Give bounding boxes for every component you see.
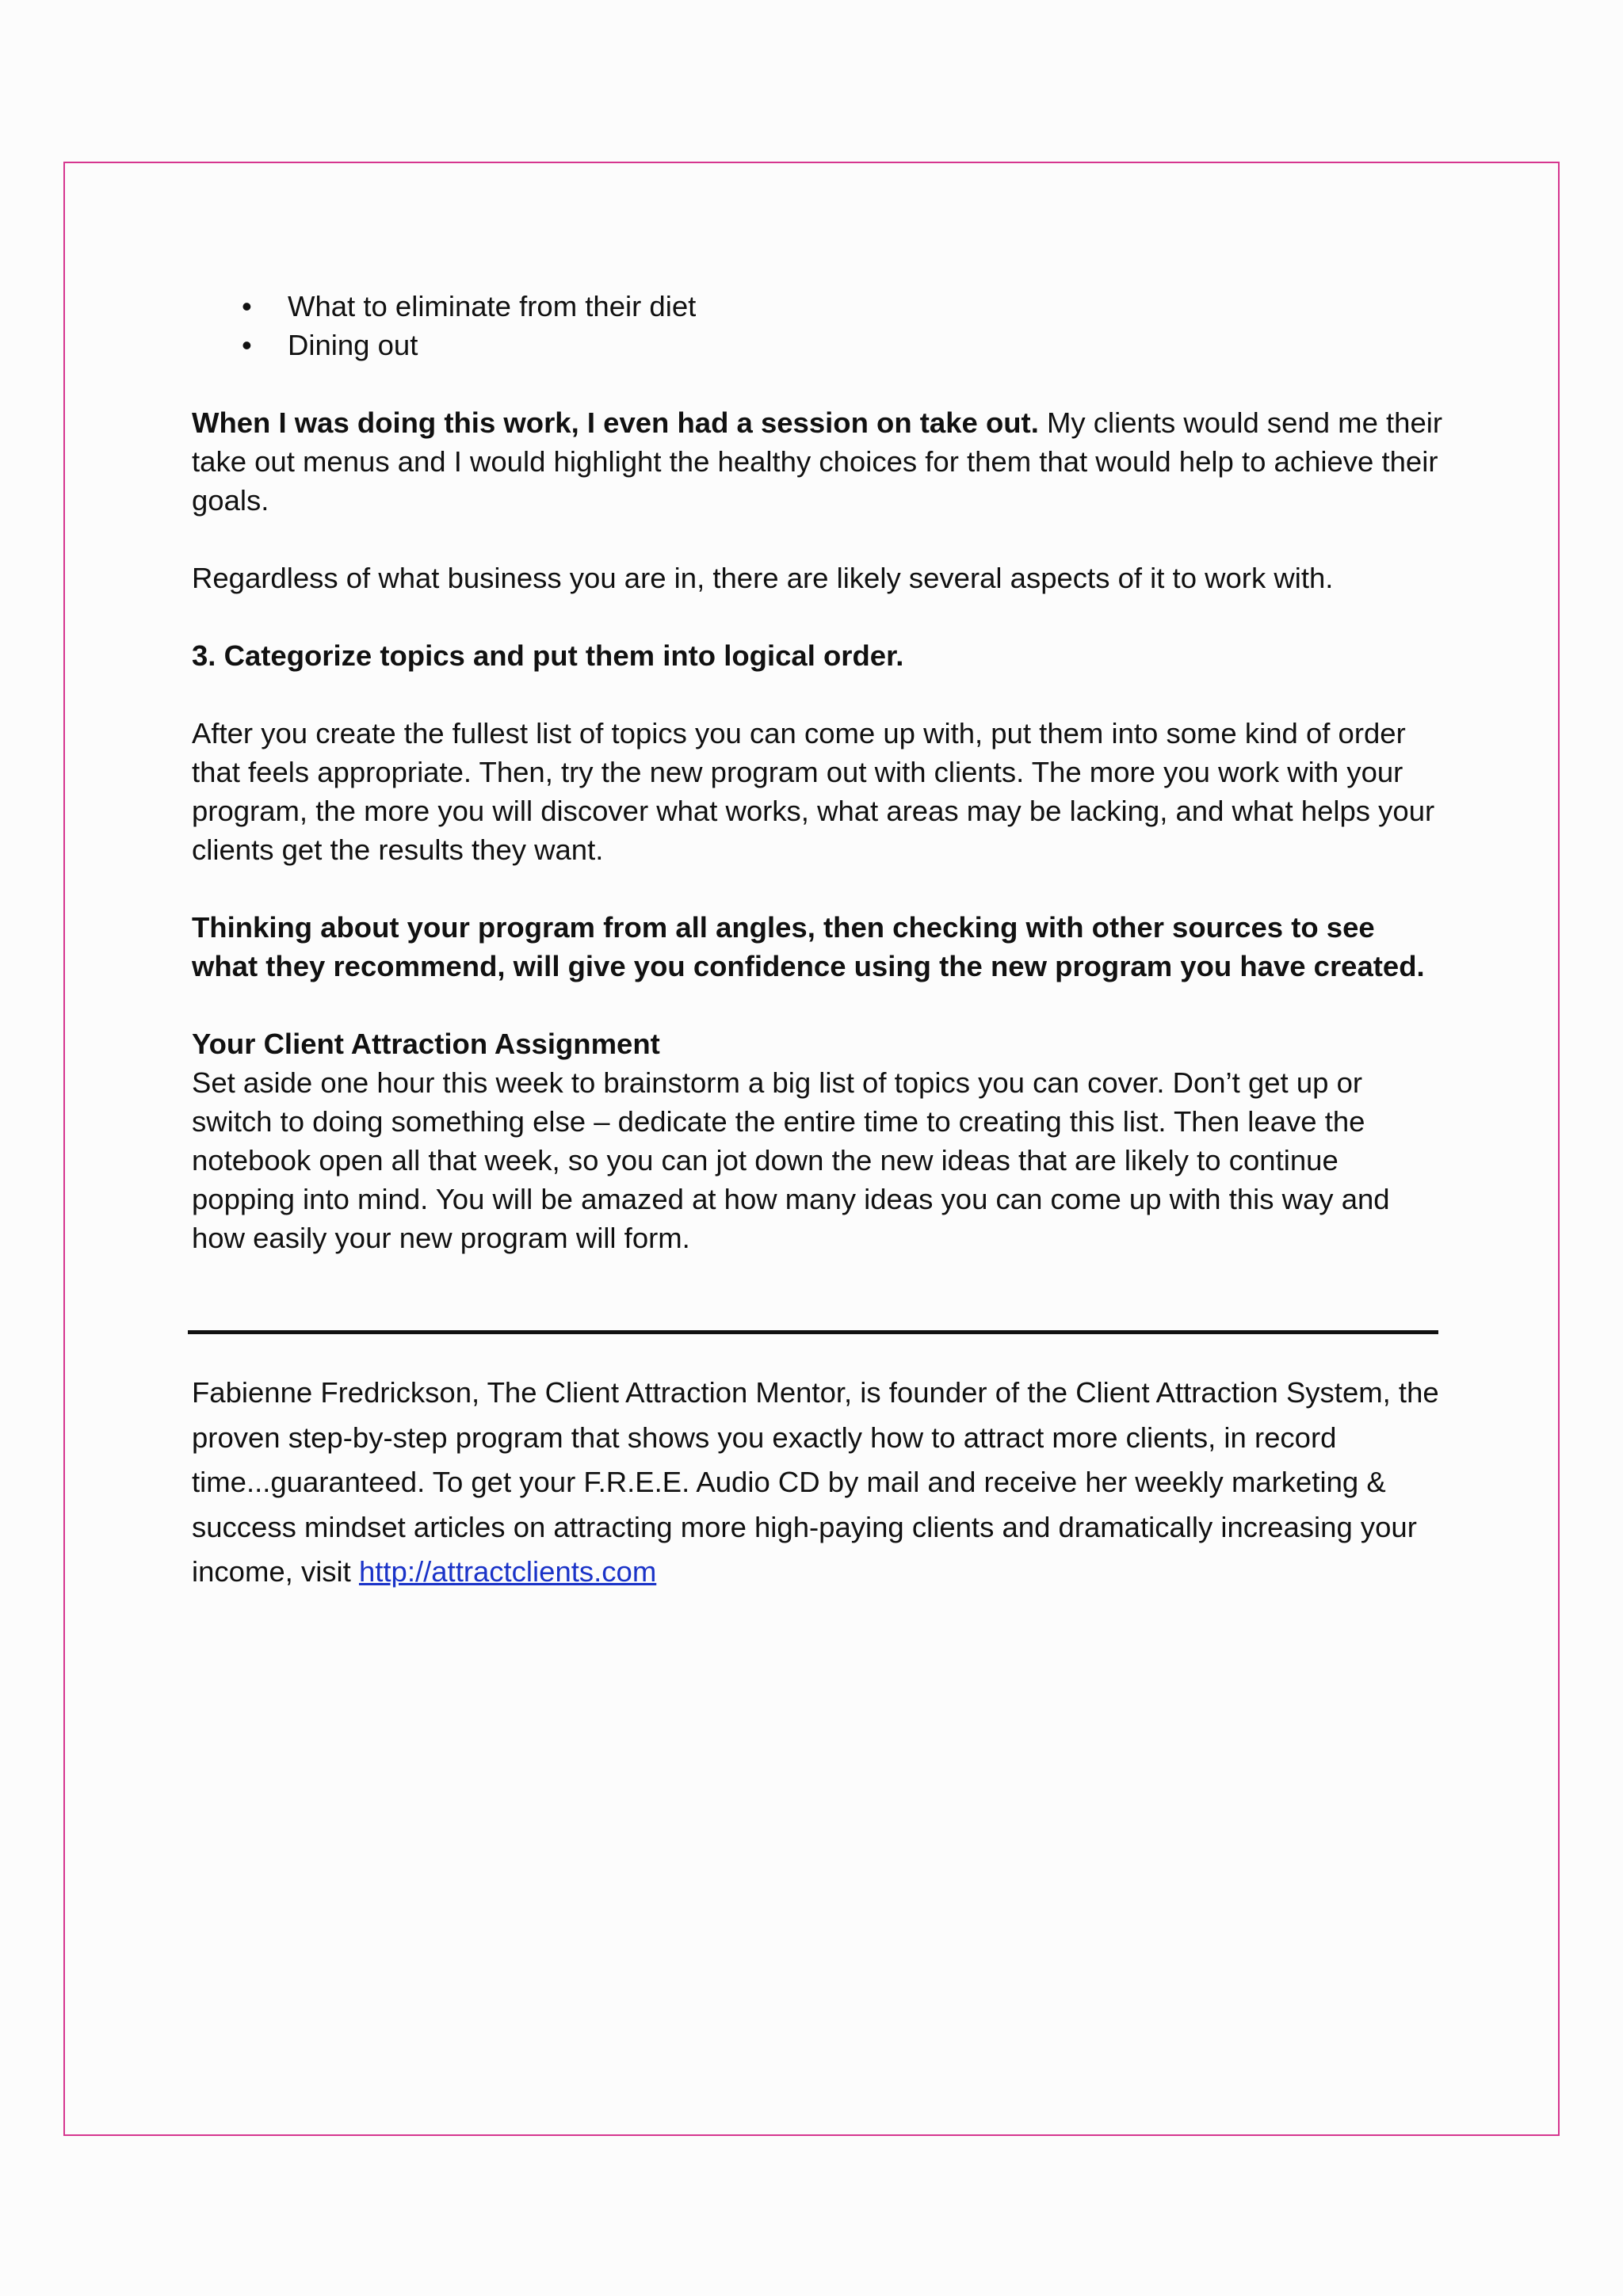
divider: [188, 1330, 1438, 1334]
list-item: [192, 287, 1444, 326]
bullet-icon: •: [242, 290, 252, 322]
bio-text: Fabienne Fredrickson, The Client Attraction Mentor, is founder of the Client Attraction System, the proven step-by-step program that shows you exactly how to attract more clients, in record time...guaranteed. To get your F.R.E.E. Audio CD by mail and receive her weekly marketing & success mindset articles on attracting more high-paying clients and dramatically increasing your income, visit: [192, 1376, 1439, 1588]
assignment-title: Your Client Attraction Assignment: [192, 1028, 660, 1060]
paragraph-confidence: Thinking about your program from all angles, then checking with other sources to see what they recommend, will give you confidence using the new program you have created.: [192, 911, 1425, 982]
list-item-text: What to eliminate from their diet: [288, 290, 697, 322]
author-bio: [192, 1371, 1444, 1595]
paragraph-order: After you create the fullest list of topics you can come up with, put them into some kind of order that feels appropriate. Then, try the new program out with clients. The more you work with your program, the more you will discover what works, what areas may be lacking, and what helps your clients get the results they want.: [192, 717, 1435, 866]
section-heading: 3. Categorize topics and put them into logical order.: [192, 639, 904, 672]
list-item-text: Dining out: [288, 329, 418, 361]
paragraph-rest: My clients would send me their take out menus and I would highlight the healthy choices for them that would help to achieve their goals.: [192, 406, 1443, 517]
bullet-icon: •: [242, 329, 252, 361]
paragraph-take-out: [192, 403, 1444, 520]
assignment-text: Set aside one hour this week to brainstorm a big list of topics you can cover. Don’t get up or switch to doing something else – dedicate the entire time to creating this list. Then leave the notebook open all that week, so you can jot down the new ideas that are likely to continue popping into mind. You will be amazed at how many ideas you can come up with this way and how easily your new program will form.: [192, 1066, 1390, 1254]
list-item: [192, 326, 1444, 364]
paragraph-business: Regardless of what business you are in, there are likely several aspects of it to work with.: [192, 562, 1334, 594]
website-link[interactable]: http://attractclients.com: [358, 1555, 657, 1588]
bullet-list: [192, 287, 1444, 364]
paragraph-lead-bold: When I was doing this work, I even had a session on take out.: [192, 406, 1039, 439]
document-body: [192, 287, 1444, 1296]
assignment-block: [192, 1024, 1444, 1257]
